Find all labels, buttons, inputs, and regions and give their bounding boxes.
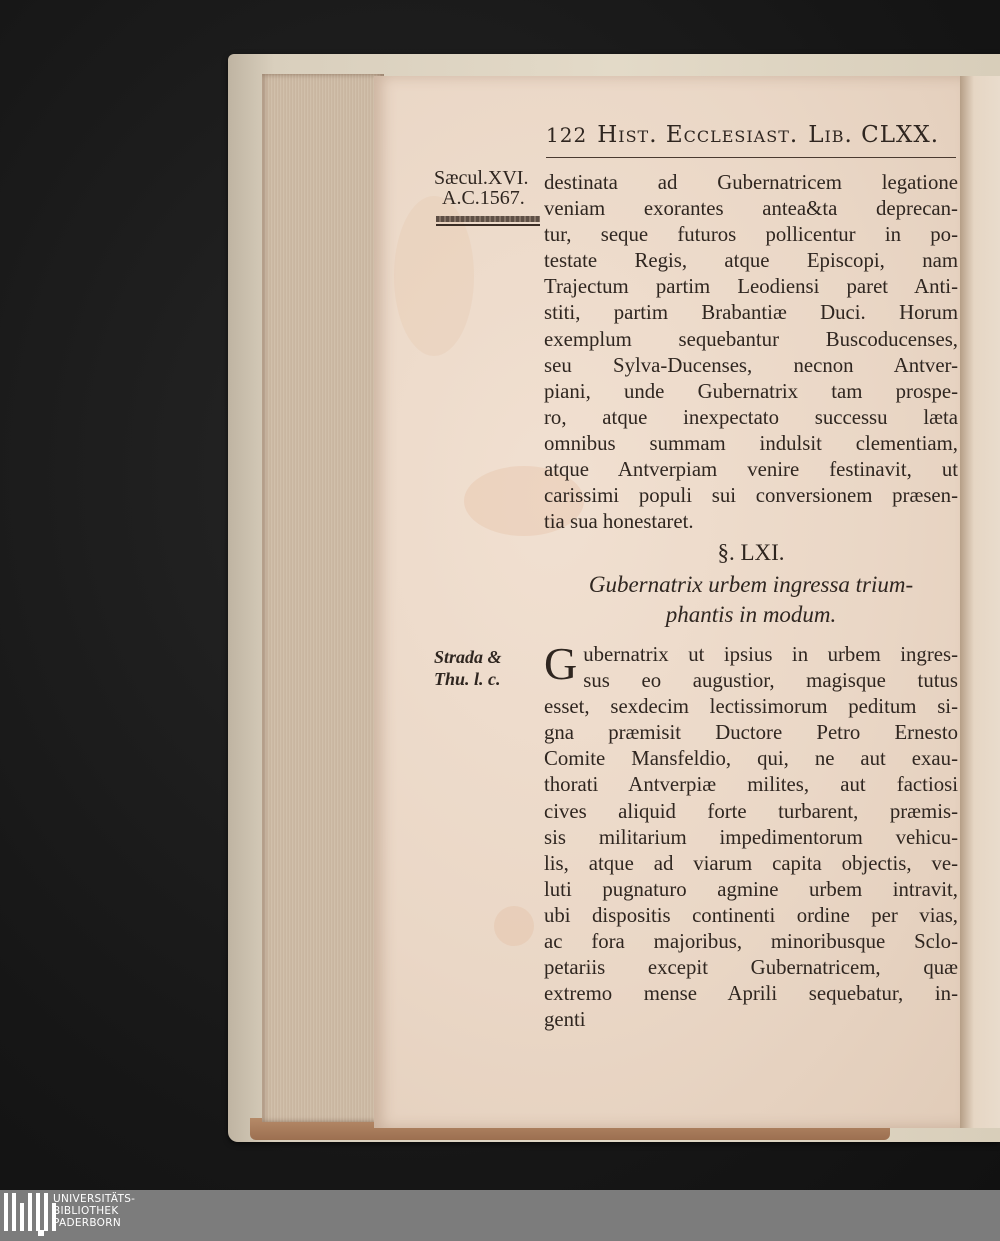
book-number: Lib. CLXX. [808, 122, 940, 148]
margin-ornament-rule [436, 224, 540, 226]
text-line: tur, seque futuros pollicentur in po- [544, 223, 958, 247]
text-line: Trajectum partim Leodiensi paret Anti- [544, 275, 958, 299]
library-footer-bar [0, 1190, 1000, 1241]
text-line: sus eo augustior, magisque tutus [583, 669, 958, 693]
text-line: testate Regis, atque Episcopi, nam [544, 249, 958, 273]
text-line: gna præmisit Ductore Petro Ernesto [544, 721, 958, 745]
text-line: exemplum sequebantur Buscoducenses, [544, 327, 958, 351]
text-line: lis, atque ad viarum capita objectis, ve- [544, 851, 958, 875]
text-line: veniam exorantes antea&ta deprecan- [544, 197, 958, 221]
library-name-line3: PADERBORN [53, 1217, 121, 1229]
margin-century: Sæcul.XVI. [434, 167, 529, 189]
text-line: destinata ad Gubernatricem legatione [544, 171, 958, 194]
text-line: atque Antverpiam venire festinavit, ut [544, 458, 958, 482]
margin-source-line2: Thu. l. c. [434, 669, 501, 689]
text-line: thorati Antverpiæ milites, aut factiosi [544, 773, 958, 797]
facing-page-edge [960, 76, 1000, 1128]
text-line: sis militarium impedimentorum vehicu- [544, 825, 958, 849]
paragraph-bottom [544, 638, 958, 1033]
text-line: Comite Mansfeldio, qui, ne aut exau- [544, 747, 958, 771]
section-title [544, 570, 958, 630]
section-number: §. LXI. [717, 540, 785, 565]
library-name-line1: UNIVERSITÄTS- [53, 1193, 136, 1205]
margin-ornament [436, 216, 540, 222]
text-line: ubi dispositis continenti ordine per vias, [544, 903, 958, 927]
library-logo-dot [38, 1230, 44, 1236]
page-number: 122 [546, 123, 588, 147]
page-block-edge [262, 74, 384, 1122]
paper-stain [494, 906, 534, 946]
text-line: esset, sexdecim lectissimorum peditum si- [544, 695, 958, 719]
library-name-line2: BIBLIOTHEK [53, 1205, 119, 1217]
library-logo-icon [4, 1193, 56, 1238]
text-line: cives aliquid forte turbarent, præmis- [544, 799, 958, 823]
margin-source-line1: Strada & [434, 647, 502, 667]
running-title: Hist. Ecclesiast. [597, 122, 799, 148]
margin-note-date [434, 168, 528, 208]
text-line: omnibus summam indulsit clementiam, [544, 431, 958, 455]
text-line: piani, unde Gubernatrix tam prospe- [544, 379, 958, 403]
text-line: luti pugnaturo agmine urbem intravit, [544, 877, 958, 901]
text-line: petariis excepit Gubernatricem, quæ [544, 956, 958, 980]
text-line: ac fora majoribus, minoribusque Sclo- [544, 930, 958, 954]
catchword: genti [544, 1008, 586, 1032]
text-line: tia sua honestaret. [544, 510, 694, 534]
text-line: stiti, partim Brabantiæ Duci. Horum [544, 301, 958, 325]
margin-note-source [434, 646, 502, 690]
running-header [546, 122, 956, 156]
header-rule [546, 157, 956, 158]
text-line: carissimi populi sui conversionem præsen- [544, 484, 958, 508]
text-line: seu Sylva-Ducenses, necnon Antver- [544, 353, 958, 377]
text-line: extremo mense Aprili sequebatur, in- [544, 982, 958, 1006]
section-title-line1: Gubernatrix urbem ingressa trium- [588, 572, 914, 597]
library-name [53, 1193, 135, 1229]
text-line: ubernatrix ut ipsius in urbem ingres- [583, 643, 958, 666]
paragraph-top [544, 170, 958, 535]
margin-year: A.C.1567. [442, 187, 525, 209]
section-title-line2: phantis in modum. [665, 602, 837, 627]
drop-capital: G [544, 638, 578, 689]
text-line: ro, atque inexpectato successu læta [544, 405, 958, 429]
